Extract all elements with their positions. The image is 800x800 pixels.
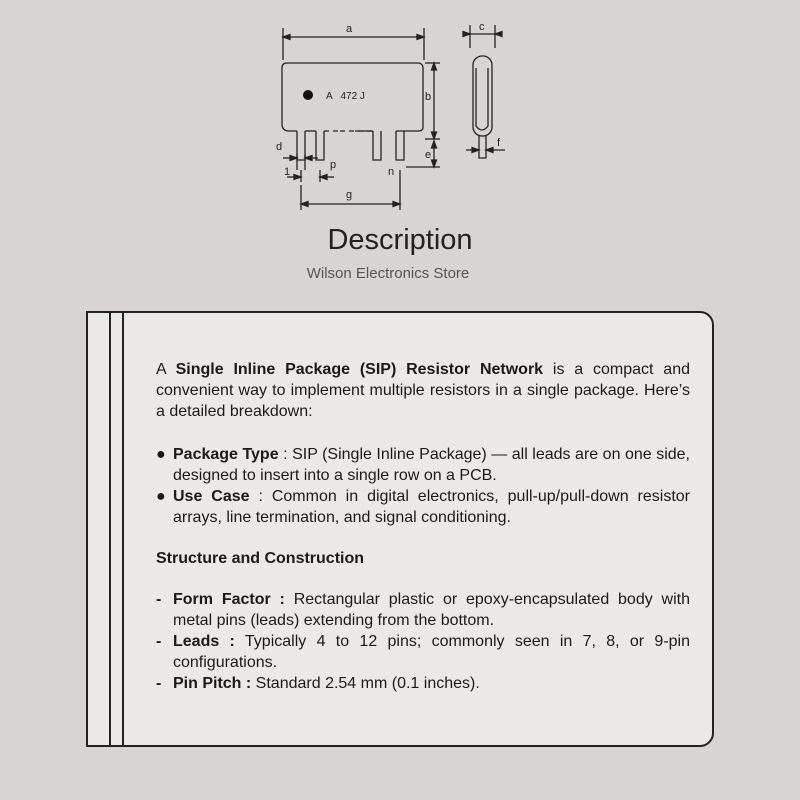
- dim-label-b: b: [425, 91, 432, 103]
- list-item: ● Use Case : Common in digital electronics, pull-up/pull-down resistor arrays, line termination, and signal conditioning.: [156, 488, 690, 526]
- section-heading: Structure and Construction: [156, 550, 365, 567]
- description-content: [156, 359, 690, 694]
- binding-line-left: [109, 313, 111, 745]
- dim-label-f: f: [497, 137, 501, 149]
- bullet-icon: ●: [156, 446, 166, 463]
- binding-line-right: [122, 313, 124, 745]
- list-item: - Form Factor : Rectangular plastic or epoxy-encapsulated body with metal pins (leads) extending from the bottom.: [156, 591, 690, 629]
- list-item: - Pin Pitch : Standard 2.54 mm (0.1 inches).: [156, 675, 480, 692]
- dash-marker: -: [156, 591, 162, 608]
- dim-label-p: p: [330, 159, 337, 171]
- list-item: - Leads : Typically 4 to 12 pins; commonly seen in 7, 8, or 9-pin configurations.: [156, 633, 691, 671]
- dim-label-g: g: [346, 189, 353, 201]
- dim-label-a: a: [346, 23, 353, 35]
- dash-marker: -: [156, 675, 162, 692]
- sip-resistor-dimension-diagram: [0, 0, 800, 230]
- store-name: Wilson Electronics Store: [306, 265, 470, 282]
- dim-label-1: 1: [284, 166, 291, 178]
- dim-label-c: c: [479, 21, 485, 33]
- intro-bold-term: Single Inline Package (SIP) Resistor Network: [175, 361, 544, 378]
- dim-label-d: d: [276, 141, 283, 153]
- overview-list: [156, 444, 690, 528]
- structure-list: [156, 589, 690, 694]
- bullet-icon: ●: [156, 488, 166, 505]
- component-marking: A 472 J: [326, 91, 365, 102]
- description-card: [86, 311, 714, 747]
- list-item: ● Package Type : SIP (Single Inline Package) — all leads are on one side, designed to insert into a single row on a PCB.: [156, 446, 690, 484]
- dash-marker: -: [156, 633, 162, 650]
- page-title: Description: [327, 224, 473, 256]
- dim-label-e: e: [425, 149, 432, 161]
- intro-paragraph: A Single Inline Package (SIP) Resistor Network is a compact and convenient way to implement multiple resistors in a single package. Here’s a detailed breakdown:: [156, 361, 691, 420]
- dim-label-n: n: [388, 166, 395, 178]
